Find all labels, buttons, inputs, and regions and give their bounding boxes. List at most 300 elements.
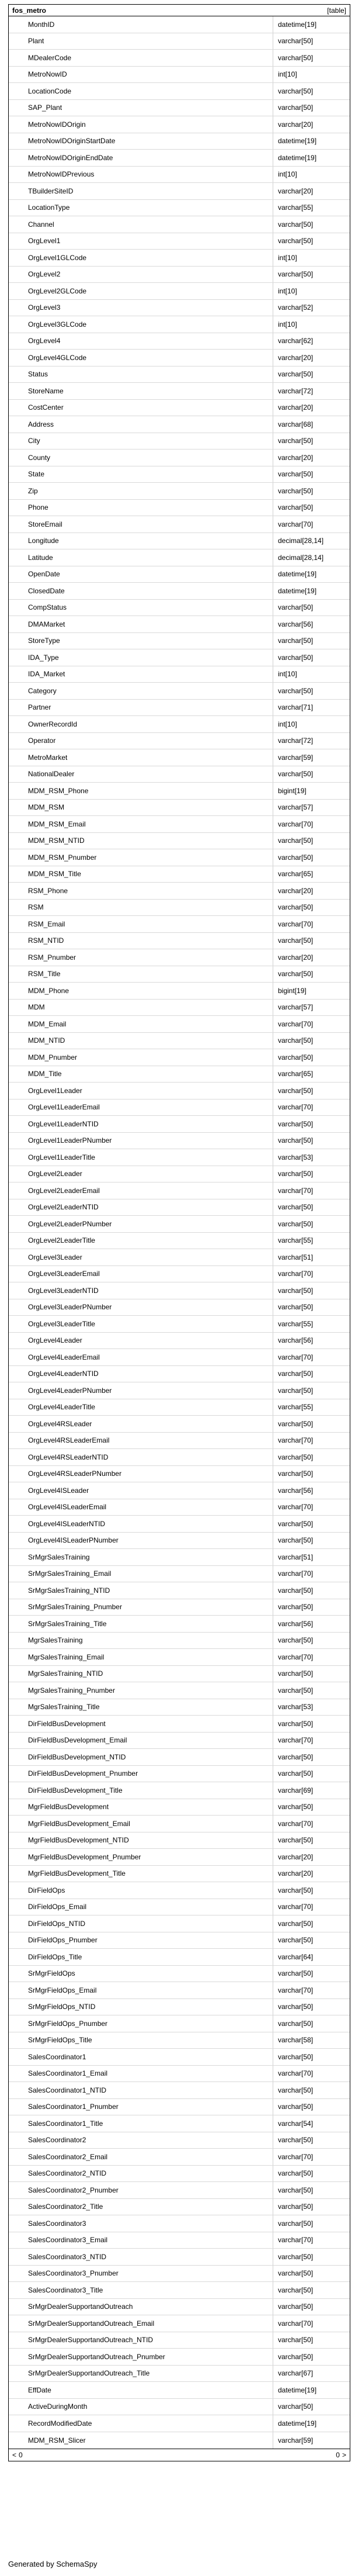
table-row[interactable]: [9, 1399, 350, 1416]
table-row[interactable]: [9, 2315, 350, 2332]
column-type: bigint[19]: [278, 986, 307, 995]
table-row[interactable]: [9, 2382, 350, 2399]
table-row[interactable]: [9, 216, 350, 233]
table-row[interactable]: [9, 533, 350, 550]
column-type: varchar[20]: [278, 120, 314, 129]
column-type: varchar[50]: [278, 770, 314, 779]
column-name: City: [9, 433, 273, 449]
column-name: OpenDate: [9, 566, 273, 583]
table-row[interactable]: [9, 866, 350, 883]
table-row[interactable]: [9, 1599, 350, 1616]
table-row[interactable]: [9, 2099, 350, 2116]
column-name: OrgLevel4ISLeaderNTID: [9, 1516, 273, 1532]
table-row[interactable]: [9, 1982, 350, 1999]
table-row[interactable]: [9, 1899, 350, 1916]
table-row[interactable]: [9, 1666, 350, 1683]
column-type: varchar[20]: [278, 886, 314, 895]
table-row[interactable]: [9, 683, 350, 700]
table-row[interactable]: [9, 1199, 350, 1216]
scroll-right-arrow[interactable]: >: [342, 2451, 346, 2459]
column-type: varchar[50]: [278, 2302, 314, 2311]
table-row[interactable]: [9, 466, 350, 483]
table-row[interactable]: [9, 33, 350, 50]
table-row[interactable]: [9, 83, 350, 100]
table-row[interactable]: [9, 1866, 350, 1883]
column-name: DMAMarket: [9, 616, 273, 632]
column-name: SalesCoordinator2_Email: [9, 2149, 273, 2165]
table-row[interactable]: [9, 1582, 350, 1599]
table-row[interactable]: [9, 150, 350, 167]
table-row[interactable]: [9, 1033, 350, 1050]
column-type: varchar[50]: [278, 2186, 314, 2194]
table-row[interactable]: [9, 1049, 350, 1066]
table-row[interactable]: [9, 183, 350, 200]
table-row[interactable]: [9, 2249, 350, 2266]
table-row[interactable]: [9, 333, 350, 350]
table-row[interactable]: [9, 1282, 350, 1299]
column-type: varchar[50]: [278, 2269, 314, 2278]
column-name: OrgLevel1Leader: [9, 1083, 273, 1099]
table-row[interactable]: [9, 749, 350, 766]
column-type: varchar[50]: [278, 237, 314, 246]
column-type: varchar[70]: [278, 1503, 314, 1512]
table-row[interactable]: [9, 1882, 350, 1899]
column-type: varchar[20]: [278, 186, 314, 195]
column-name: OrgLevel3LeaderPNumber: [9, 1299, 273, 1316]
column-type: decimal[28,14]: [278, 553, 324, 562]
table-row[interactable]: [9, 100, 350, 117]
table-row[interactable]: [9, 2032, 350, 2049]
table-row[interactable]: [9, 1682, 350, 1699]
column-name: OrgLevel3: [9, 300, 273, 316]
table-row[interactable]: [9, 267, 350, 283]
column-name: SrMgrFieldOps_Pnumber: [9, 2015, 273, 2032]
column-type: varchar[53]: [278, 1153, 314, 1161]
table-row[interactable]: [9, 1766, 350, 1783]
column-name: EffDate: [9, 2382, 273, 2398]
column-type: int[10]: [278, 320, 297, 329]
column-type: varchar[50]: [278, 2052, 314, 2061]
column-name: DirFieldBusDevelopment_Pnumber: [9, 1766, 273, 1782]
column-name: StoreType: [9, 633, 273, 649]
column-name: OrgLevel3Leader: [9, 1249, 273, 1265]
column-name: ClosedDate: [9, 583, 273, 599]
table-row[interactable]: [9, 783, 350, 800]
column-name: SalesCoordinator3_NTID: [9, 2249, 273, 2265]
table-row[interactable]: [9, 649, 350, 666]
column-name: CompStatus: [9, 600, 273, 616]
column-type: varchar[50]: [278, 1803, 314, 1811]
table-row[interactable]: [9, 1349, 350, 1366]
table-row[interactable]: [9, 2366, 350, 2383]
column-name: OrgLevel4RSLeaderEmail: [9, 1433, 273, 1449]
column-type: varchar[50]: [278, 1536, 314, 1545]
column-name: OrgLevel4LeaderNTID: [9, 1366, 273, 1382]
column-name: MDM_Email: [9, 1016, 273, 1032]
table-row[interactable]: [9, 600, 350, 617]
column-type: varchar[58]: [278, 2036, 314, 2045]
column-name: IDA_Type: [9, 649, 273, 666]
column-name: SalesCoordinator2_Title: [9, 2199, 273, 2215]
column-type: varchar[50]: [278, 1603, 314, 1612]
table-row[interactable]: [9, 1932, 350, 1949]
column-name: Zip: [9, 483, 273, 499]
column-type: varchar[50]: [278, 936, 314, 945]
column-name: MDM_RSM_Pnumber: [9, 849, 273, 866]
column-type: decimal[28,14]: [278, 537, 324, 545]
table-row[interactable]: [9, 433, 350, 450]
table-row[interactable]: [9, 1066, 350, 1083]
table-row[interactable]: [9, 2299, 350, 2316]
table-row[interactable]: [9, 50, 350, 67]
column-name: Longitude: [9, 533, 273, 549]
table-row[interactable]: [9, 1433, 350, 1450]
column-type: varchar[50]: [278, 53, 314, 62]
scroll-left[interactable]: [12, 2451, 23, 2459]
table-row[interactable]: [9, 1016, 350, 1033]
table-row[interactable]: [9, 849, 350, 866]
column-name: RSM: [9, 900, 273, 916]
table-row[interactable]: [9, 1083, 350, 1099]
table-row[interactable]: [9, 766, 350, 783]
table-row[interactable]: [9, 2115, 350, 2132]
scroll-left-arrow[interactable]: <: [12, 2451, 17, 2459]
column-type: varchar[70]: [278, 1819, 314, 1828]
table-row[interactable]: [9, 1832, 350, 1849]
table-row[interactable]: [9, 900, 350, 917]
column-type: varchar[72]: [278, 737, 314, 745]
column-type: varchar[70]: [278, 1986, 314, 1994]
column-type: varchar[50]: [278, 486, 314, 495]
column-name: MgrSalesTraining_NTID: [9, 1666, 273, 1682]
table-row[interactable]: [9, 1099, 350, 1116]
column-type: datetime[19]: [278, 137, 317, 146]
column-name: SalesCoordinator1: [9, 2049, 273, 2065]
column-name: DirFieldBusDevelopment_NTID: [9, 1749, 273, 1765]
column-type: datetime[19]: [278, 2385, 317, 2394]
table-row[interactable]: [9, 2432, 350, 2449]
column-type: varchar[50]: [278, 603, 314, 612]
table-row[interactable]: [9, 2399, 350, 2416]
table-row[interactable]: [9, 549, 350, 566]
table-row[interactable]: [9, 949, 350, 966]
column-type: varchar[50]: [278, 2336, 314, 2345]
column-name: Operator: [9, 733, 273, 749]
column-type: varchar[50]: [278, 1419, 314, 1428]
table-row[interactable]: [9, 2015, 350, 2032]
column-type: varchar[50]: [278, 836, 314, 845]
column-type: varchar[70]: [278, 1436, 314, 1445]
table-row[interactable]: [9, 1733, 350, 1749]
table-row[interactable]: [9, 1166, 350, 1183]
table-row[interactable]: [9, 200, 350, 217]
table-row[interactable]: [9, 400, 350, 417]
table-row[interactable]: [9, 2332, 350, 2349]
table-row[interactable]: [9, 516, 350, 533]
table-row[interactable]: [9, 983, 350, 1000]
table-row[interactable]: [9, 1316, 350, 1333]
column-type: varchar[50]: [278, 370, 314, 379]
table-row[interactable]: [9, 1633, 350, 1650]
table-row[interactable]: [9, 1182, 350, 1199]
column-name: Category: [9, 683, 273, 699]
column-type: varchar[50]: [278, 37, 314, 46]
column-type: varchar[55]: [278, 1236, 314, 1245]
column-name: MDM_RSM_Email: [9, 816, 273, 832]
table-row[interactable]: [9, 1849, 350, 1866]
table-row[interactable]: [9, 1699, 350, 1716]
column-name: OrgLevel4Leader: [9, 1333, 273, 1349]
table-row[interactable]: [9, 1799, 350, 1816]
column-type: varchar[50]: [278, 1386, 314, 1395]
column-name: SrMgrFieldOps_Title: [9, 2032, 273, 2049]
column-name: SalesCoordinator3_Title: [9, 2282, 273, 2298]
table-row[interactable]: [9, 616, 350, 633]
table-row[interactable]: [9, 67, 350, 84]
table-row[interactable]: [9, 1616, 350, 1633]
table-row[interactable]: [9, 483, 350, 500]
table-row[interactable]: [9, 2132, 350, 2149]
table-row[interactable]: [9, 116, 350, 133]
table-row[interactable]: [9, 1816, 350, 1832]
table-row[interactable]: [9, 2199, 350, 2216]
column-type: varchar[50]: [278, 970, 314, 978]
column-type: varchar[50]: [278, 1519, 314, 1528]
table-row[interactable]: [9, 2182, 350, 2199]
table-row[interactable]: [9, 316, 350, 333]
table-row[interactable]: [9, 716, 350, 733]
table-row[interactable]: [9, 1116, 350, 1133]
column-name: DirFieldOps_Email: [9, 1899, 273, 1915]
table-row[interactable]: [9, 366, 350, 383]
column-type: varchar[50]: [278, 1303, 314, 1312]
table-row[interactable]: [9, 1233, 350, 1250]
column-type: varchar[50]: [278, 1936, 314, 1945]
column-name: MgrFieldBusDevelopment_Email: [9, 1816, 273, 1832]
column-name: ActiveDuringMonth: [9, 2399, 273, 2415]
column-name: SrMgrDealerSupportandOutreach_Email: [9, 2315, 273, 2332]
table-row[interactable]: [9, 2215, 350, 2232]
column-type: int[10]: [278, 170, 297, 179]
table-row[interactable]: [9, 1749, 350, 1766]
column-type: varchar[50]: [278, 2252, 314, 2261]
column-type: varchar[50]: [278, 1053, 314, 1061]
table-row[interactable]: [9, 1266, 350, 1283]
column-name: OrgLevel2GLCode: [9, 283, 273, 299]
column-type: varchar[51]: [278, 1552, 314, 1561]
table-row[interactable]: [9, 1000, 350, 1016]
column-type: varchar[70]: [278, 2069, 314, 2078]
column-type: datetime[19]: [278, 153, 317, 162]
table-row[interactable]: [9, 1149, 350, 1166]
table-row[interactable]: [9, 966, 350, 983]
table-row[interactable]: [9, 1566, 350, 1583]
column-name: County: [9, 449, 273, 466]
column-name: LocationType: [9, 200, 273, 216]
column-name: SrMgrSalesTraining_Title: [9, 1616, 273, 1632]
table-row[interactable]: [9, 1999, 350, 2016]
table-row[interactable]: [9, 1482, 350, 1499]
table-row[interactable]: [9, 2082, 350, 2099]
table-row[interactable]: [9, 2066, 350, 2083]
column-type: varchar[70]: [278, 1186, 314, 1195]
table-row[interactable]: [9, 2149, 350, 2166]
column-type: varchar[50]: [278, 220, 314, 229]
table-row[interactable]: [9, 1915, 350, 1932]
table-row[interactable]: [9, 733, 350, 750]
column-name: OrgLevel2LeaderTitle: [9, 1233, 273, 1249]
column-name: OrgLevel4RSLeaderPNumber: [9, 1466, 273, 1482]
column-type: varchar[50]: [278, 1086, 314, 1095]
column-name: OrgLevel4ISLeaderPNumber: [9, 1533, 273, 1549]
column-name: RSM_Email: [9, 916, 273, 932]
column-name: OrgLevel3LeaderEmail: [9, 1266, 273, 1282]
column-name: NationalDealer: [9, 766, 273, 783]
column-type: varchar[50]: [278, 1636, 314, 1645]
column-name: SrMgrFieldOps_Email: [9, 1982, 273, 1998]
table-row[interactable]: [9, 416, 350, 433]
table-row[interactable]: [9, 800, 350, 817]
table-row[interactable]: [9, 1516, 350, 1533]
column-name: MgrFieldBusDevelopment_NTID: [9, 1832, 273, 1849]
column-type: varchar[68]: [278, 420, 314, 428]
scroll-right[interactable]: [336, 2451, 346, 2459]
table-row[interactable]: [9, 1133, 350, 1150]
column-name: SalesCoordinator2: [9, 2132, 273, 2149]
table-row[interactable]: [9, 300, 350, 317]
table-row[interactable]: [9, 16, 350, 33]
column-type: varchar[50]: [278, 2352, 314, 2361]
column-type: datetime[19]: [278, 2419, 317, 2428]
table-row[interactable]: [9, 2232, 350, 2249]
table-row[interactable]: [9, 666, 350, 683]
table-row[interactable]: [9, 700, 350, 717]
column-type: int[10]: [278, 253, 297, 262]
column-type: varchar[50]: [278, 1752, 314, 1761]
table-row[interactable]: [9, 383, 350, 400]
table-row[interactable]: [9, 250, 350, 267]
column-type: varchar[70]: [278, 1569, 314, 1578]
table-row[interactable]: [9, 566, 350, 583]
column-name: MgrFieldBusDevelopment: [9, 1799, 273, 1816]
table-row[interactable]: [9, 1333, 350, 1350]
column-name: MonthID: [9, 16, 273, 33]
table-row[interactable]: [9, 233, 350, 250]
table-row[interactable]: [9, 1716, 350, 1733]
column-type: varchar[50]: [278, 2003, 314, 2011]
column-type: varchar[50]: [278, 1453, 314, 1461]
table-row[interactable]: [9, 350, 350, 366]
table-row[interactable]: [9, 1299, 350, 1316]
column-name: SAP_Plant: [9, 100, 273, 116]
column-name: MetroNowIDPrevious: [9, 167, 273, 183]
footer: Generated by SchemaSpy: [8, 2560, 98, 2568]
table-row[interactable]: [9, 500, 350, 517]
table-name[interactable]: fos_metro: [12, 6, 47, 15]
column-type: varchar[55]: [278, 203, 314, 212]
column-type: varchar[54]: [278, 2119, 314, 2128]
column-name: SalesCoordinator3_Pnumber: [9, 2266, 273, 2282]
table-row[interactable]: [9, 167, 350, 184]
column-name: MDealerCode: [9, 50, 273, 66]
table-row[interactable]: [9, 2049, 350, 2066]
table-row[interactable]: [9, 1649, 350, 1666]
column-name: OrgLevel4LeaderTitle: [9, 1399, 273, 1416]
column-name: SrMgrDealerSupportandOutreach_NTID: [9, 2332, 273, 2349]
table-row[interactable]: [9, 1382, 350, 1399]
column-name: Channel: [9, 216, 273, 233]
column-name: OrgLevel1LeaderPNumber: [9, 1133, 273, 1149]
column-name: MDM_NTID: [9, 1033, 273, 1049]
table-row[interactable]: [9, 1966, 350, 1983]
column-name: CostCenter: [9, 400, 273, 416]
table-row[interactable]: [9, 1216, 350, 1233]
column-type: varchar[50]: [278, 2285, 314, 2294]
table-row[interactable]: [9, 1249, 350, 1266]
column-type: varchar[57]: [278, 803, 314, 812]
table-row[interactable]: [9, 133, 350, 150]
column-name: OrgLevel4RSLeader: [9, 1416, 273, 1432]
column-name: SalesCoordinator3_Email: [9, 2232, 273, 2249]
column-type: varchar[50]: [278, 2019, 314, 2028]
table-row[interactable]: [9, 933, 350, 950]
table-row[interactable]: [9, 449, 350, 466]
column-type: varchar[20]: [278, 953, 314, 962]
table-row[interactable]: [9, 2415, 350, 2432]
table-row[interactable]: [9, 2166, 350, 2183]
column-type: varchar[50]: [278, 853, 314, 862]
table-row[interactable]: [9, 2349, 350, 2366]
table-row[interactable]: [9, 833, 350, 850]
table-row[interactable]: [9, 1466, 350, 1483]
column-type: varchar[50]: [278, 1119, 314, 1128]
column-type: varchar[70]: [278, 919, 314, 928]
table-row[interactable]: [9, 2266, 350, 2283]
table-row[interactable]: [9, 883, 350, 900]
table-row[interactable]: [9, 1416, 350, 1433]
column-name: RSM_Phone: [9, 883, 273, 899]
column-name: OrgLevel4GLCode: [9, 350, 273, 366]
table-row[interactable]: [9, 1549, 350, 1566]
table-row[interactable]: [9, 1449, 350, 1466]
table-row[interactable]: [9, 1949, 350, 1966]
table-row[interactable]: [9, 583, 350, 600]
table-row[interactable]: [9, 916, 350, 933]
column-name: SalesCoordinator1_Pnumber: [9, 2099, 273, 2115]
column-type: varchar[50]: [278, 1469, 314, 1478]
column-name: OrgLevel1LeaderEmail: [9, 1099, 273, 1116]
column-name: MgrFieldBusDevelopment_Pnumber: [9, 1849, 273, 1865]
table-row[interactable]: [9, 1366, 350, 1383]
column-type: varchar[50]: [278, 1769, 314, 1778]
column-type: varchar[71]: [278, 703, 314, 712]
column-name: MgrSalesTraining_Title: [9, 1699, 273, 1716]
table-row[interactable]: [9, 1533, 350, 1550]
column-name: State: [9, 466, 273, 483]
column-name: MDM_RSM_NTID: [9, 833, 273, 849]
column-type: varchar[50]: [278, 1170, 314, 1178]
table-row[interactable]: [9, 1499, 350, 1516]
table-row[interactable]: [9, 2282, 350, 2299]
column-name: RSM_Title: [9, 966, 273, 983]
column-name: SrMgrDealerSupportandOutreach: [9, 2299, 273, 2315]
table-row[interactable]: [9, 1782, 350, 1799]
table-row[interactable]: [9, 633, 350, 650]
table-row[interactable]: [9, 816, 350, 833]
table-row[interactable]: [9, 283, 350, 300]
column-type: varchar[51]: [278, 1253, 314, 1261]
column-name: MDM: [9, 1000, 273, 1016]
